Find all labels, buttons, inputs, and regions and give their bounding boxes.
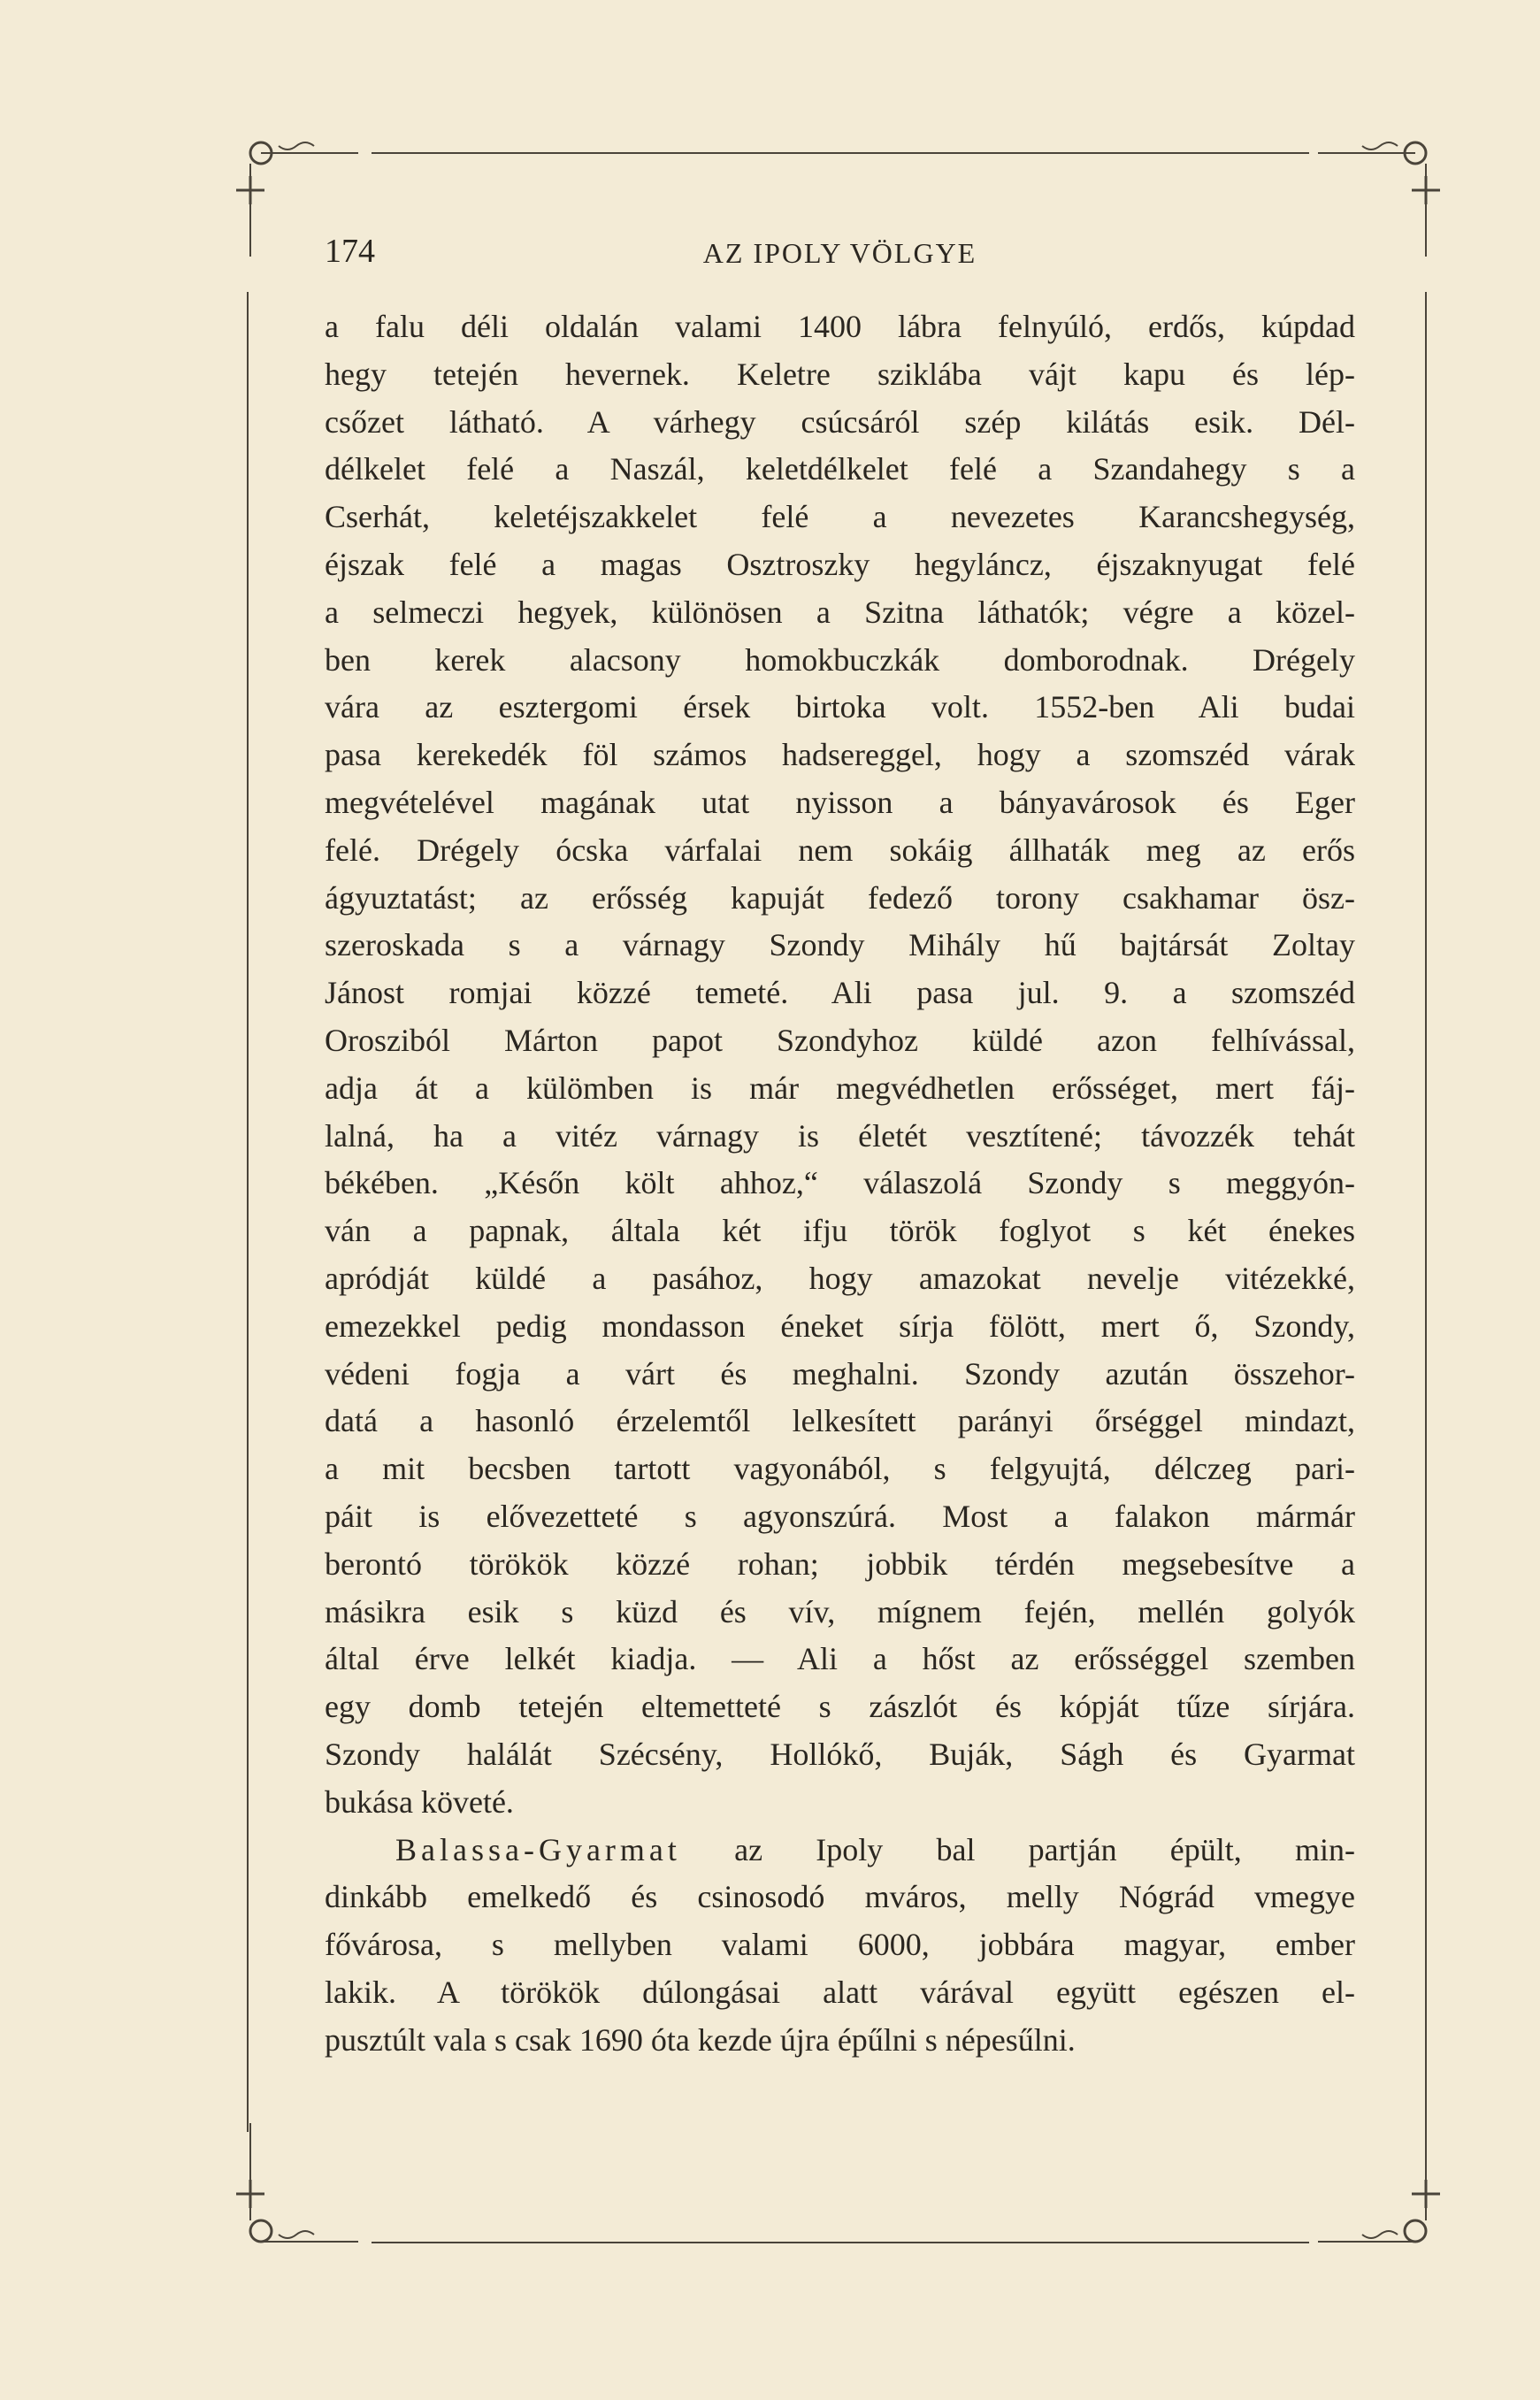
text-line: Orosziból Márton papot Szondyhoz küldé azon felhívással, bbox=[325, 1022, 1355, 1058]
paragraph-1 bbox=[325, 303, 1355, 1827]
text-line: a selmeczi hegyek, különösen a Szitna láthatók; végre a közel- bbox=[325, 594, 1355, 630]
text-line: dinkább emelkedő és csinosodó mváros, melly Nógrád vmegye bbox=[325, 1879, 1355, 1915]
text-line: adja át a külömben is már megvédhetlen erősséget, mert fáj- bbox=[325, 1070, 1355, 1106]
text-line: lalná, ha a vitéz várnagy is életét vesztítené; távozzék tehát bbox=[325, 1117, 1355, 1154]
text-line: ván a papnak, általa két ifju török foglyot s két énekes bbox=[325, 1213, 1355, 1249]
text-line: megvételével magának utat nyisson a bányavárosok és Eger bbox=[325, 784, 1355, 820]
bottom-border-rule bbox=[372, 2242, 1309, 2243]
right-border-rule bbox=[1425, 292, 1427, 2132]
text-line: szeroskada s a várnagy Szondy Mihály hű bajtársát Zoltay bbox=[325, 927, 1355, 963]
text-line: csőzet látható. A várhegy csúcsáról szép kilátás esik. Dél- bbox=[325, 403, 1355, 440]
text-line: békében. „Későn költ ahhoz,“ válaszolá Szondy s meggyón- bbox=[325, 1165, 1355, 1201]
text-line: a falu déli oldalán valami 1400 lábra felnyúló, erdős, kúpdad bbox=[325, 309, 1355, 344]
text-line: páit is elővezetteté s agyonszúrá. Most a falakon mármár bbox=[325, 1498, 1355, 1534]
text-line: egy domb tetején eltemetteté s zászlót és kópját tűze sírjára. bbox=[325, 1689, 1355, 1725]
text-line: hegy tetején hevernek. Keletre sziklába vájt kapu és lép- bbox=[325, 356, 1355, 392]
text-line: apródját küldé a pasához, hogy amazokat nevelje vitézekké, bbox=[325, 1260, 1355, 1296]
body-text bbox=[325, 303, 1355, 2064]
text-line: Szondy halálát Szécsény, Hollókő, Buják, Ságh és Gyarmat bbox=[325, 1736, 1355, 1772]
text-line: délkelet felé a Naszál, keletdélkelet felé a Szandahegy s a bbox=[325, 451, 1355, 487]
place-name-spaced: Balassa-Gyarmat bbox=[395, 1831, 681, 1867]
paragraph-2 bbox=[325, 1827, 1355, 2065]
text-line bbox=[325, 1827, 1355, 1875]
page-header bbox=[325, 232, 1355, 276]
text-line-rest: az Ipoly bal partján épült, min- bbox=[680, 1831, 1355, 1867]
left-border-rule bbox=[247, 292, 249, 2132]
text-line: vára az esztergomi érsek birtoka volt. 1552-ben Ali budai bbox=[325, 689, 1355, 725]
ornament-bottom-right-icon bbox=[1318, 2123, 1451, 2247]
text-line: a mit becsben tartott vagyonából, s felgyujtá, délczeg pari- bbox=[325, 1451, 1355, 1487]
text-line: fővárosa, s mellyben valami 6000, jobbára magyar, ember bbox=[325, 1927, 1355, 1963]
text-line: pasa kerekedék föl számos hadsereggel, hogy a szomszéd várak bbox=[325, 737, 1355, 773]
top-border-rule bbox=[372, 152, 1309, 154]
text-line: ben kerek alacsony homokbuczkák domborodnak. Drégely bbox=[325, 641, 1355, 678]
text-line: Jánost romjai közzé temeté. Ali pasa jul. 9. a szomszéd bbox=[325, 975, 1355, 1011]
text-line: datá a hasonló érzelemtől lelkesített parányi őrséggel mindazt, bbox=[325, 1403, 1355, 1439]
text-line: emezekkel pedig mondasson éneket sírja fölött, mert ő, Szondy, bbox=[325, 1307, 1355, 1344]
text-line: védeni fogja a várt és meghalni. Szondy azután összehor- bbox=[325, 1355, 1355, 1392]
text-line: pusztúlt vala s csak 1690 óta kezde újra épűlni s népesűlni. bbox=[325, 2021, 1076, 2058]
text-line: ágyuztatást; az erősség kapuját fedező torony csakhamar ösz- bbox=[325, 879, 1355, 916]
text-line: lakik. A törökök dúlongásai alatt várával együtt egészen el- bbox=[325, 1974, 1355, 2010]
text-line: bukása követé. bbox=[325, 1783, 514, 1820]
page-number: 174 bbox=[325, 233, 375, 270]
ornament-bottom-left-icon bbox=[226, 2123, 358, 2247]
text-line: berontó törökök közzé rohan; jobbik térdén megsebesítve a bbox=[325, 1545, 1355, 1582]
text-line: felé. Drégely ócska várfalai nem sokáig állhaták meg az erős bbox=[325, 832, 1355, 868]
text-line: Cserhát, keletéjszakkelet felé a nevezetes Karancshegység, bbox=[325, 499, 1355, 535]
text-line: másikra esik s küzd és vív, mígnem fején, mellén golyók bbox=[325, 1593, 1355, 1629]
text-line: éjszak felé a magas Osztroszky hegyláncz, éjszaknyugat felé bbox=[325, 546, 1355, 582]
text-line: által érve lelkét kiadja. — Ali a hőst az erősséggel szemben bbox=[325, 1641, 1355, 1677]
running-head: AZ IPOLY VÖLGYE bbox=[702, 237, 977, 269]
